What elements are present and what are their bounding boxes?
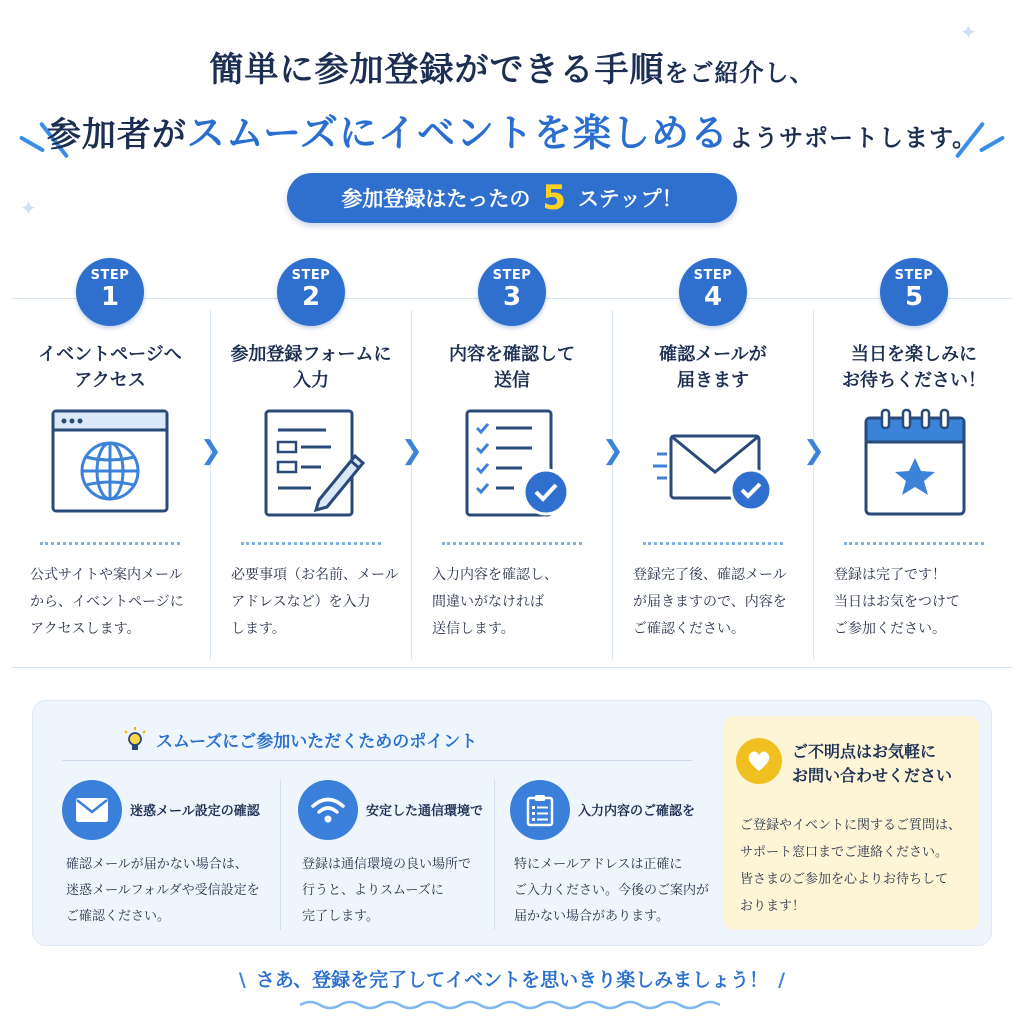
desc-line: アドレスなど）を入力 [231, 594, 371, 610]
mail-check-icon [653, 408, 773, 518]
step-description [30, 562, 200, 643]
step-title-line: 当日を楽しみに [851, 344, 977, 365]
contact-title-line: お問い合わせください [792, 766, 953, 785]
dotted-divider [40, 542, 180, 545]
step-badge-label: STEP [894, 268, 934, 283]
wave-decoration [300, 998, 720, 1012]
tip-heading: 安定した通信環境で [366, 804, 484, 819]
heart-shape [746, 749, 772, 773]
contact-title [792, 740, 952, 788]
step-title-line: 参加登録フォームに [230, 344, 392, 365]
banner-post-text: ステップ！ [578, 187, 683, 211]
step-title-line: 入力 [293, 370, 329, 391]
tip-item-input [510, 776, 710, 936]
headline-small-text: をご紹介し、 [664, 59, 815, 87]
step-badge-number: 1 [100, 282, 120, 312]
step-title-line: アクセス [74, 370, 146, 391]
desc-line: から、イベントページに [30, 594, 184, 610]
tip-line: 登録は通信環境の良い場所で [302, 857, 472, 872]
tip-line: 特にメールアドレスは正確に [514, 857, 683, 872]
desc-line: ご確認ください。 [633, 621, 745, 637]
step-title-line: 確認メールが [659, 344, 767, 365]
step-badge [880, 258, 948, 326]
tip-line: 確認メールが届かない場合は、 [66, 857, 248, 872]
tip-divider [280, 780, 281, 930]
step-title-line: お待ちください！ [842, 370, 986, 391]
chevron-right-icon: ❯ [602, 436, 624, 466]
headline-highlight-text: スムーズにイベントを楽しめる [186, 111, 730, 155]
desc-line: 必要事項（お名前、メール [231, 567, 399, 583]
step-title-line: 送信 [494, 370, 530, 391]
sparkle-decoration: ✦ [20, 196, 37, 220]
accent-slash: / [778, 969, 786, 991]
headline-small-text: ようサポートします。 [729, 124, 978, 152]
heart-icon [736, 738, 782, 784]
desc-line: 送信します。 [432, 621, 515, 637]
desc-line: 間違いがなければ [432, 594, 544, 610]
tip-line: ご入力ください。今後のご案内が [514, 883, 710, 898]
tip-line: 届かない場合があります。 [514, 909, 669, 924]
contact-line: おります！ [740, 899, 806, 914]
step-badge-number: 5 [904, 282, 924, 312]
chevron-right-icon: ❯ [200, 436, 222, 466]
step-badge-number: 4 [703, 282, 723, 312]
desc-line: 入力内容を確認し、 [432, 567, 558, 583]
desc-line: 登録は完了です！ [834, 567, 946, 583]
lightbulb-icon [122, 726, 148, 752]
sparkle-decoration: ✦ [960, 20, 977, 44]
tip-item-network [298, 776, 498, 936]
tip-icon-circle [510, 780, 570, 840]
tip-heading: 迷惑メール設定の確認 [130, 804, 260, 819]
step-title [10, 342, 210, 394]
step-badge [76, 258, 144, 326]
tip-line: 迷惑メールフォルダや受信設定を [66, 883, 260, 898]
tip-text [66, 852, 266, 930]
five-steps-banner [287, 173, 737, 223]
step-badge [478, 258, 546, 326]
step-badge [679, 258, 747, 326]
desc-line: 登録完了後、確認メール [633, 567, 787, 583]
desc-line: 当日はお気をつけて [834, 594, 960, 610]
tip-divider [494, 780, 495, 930]
closing-message [0, 965, 1024, 992]
desc-line: 公式サイトや案内メール [30, 567, 183, 583]
contact-line: ご登録やイベントに関するご質問は、 [740, 818, 962, 833]
tip-icon-circle [62, 780, 122, 840]
tip-item-spam [62, 776, 262, 936]
step-card-2 [211, 258, 411, 668]
headline-line-1 [0, 42, 1024, 91]
calendar-star-icon [854, 408, 974, 518]
headline-main-text: 簡単に参加登録ができる手順 [209, 50, 665, 90]
step-description [633, 562, 803, 643]
step-title [211, 342, 411, 394]
tip-line: 行うと、よりスムーズに [302, 883, 444, 898]
wifi-icon [310, 795, 346, 825]
tip-line: ご確認ください。 [66, 909, 171, 924]
tip-line: 完了します。 [302, 909, 379, 924]
form-pencil-icon [251, 408, 371, 518]
chevron-right-icon: ❯ [803, 436, 825, 466]
step-title-line: イベントページへ [38, 344, 182, 365]
checklist-icon [452, 408, 572, 518]
step-card-5 [814, 258, 1014, 668]
contact-panel [724, 716, 979, 930]
closing-text: さあ、登録を完了してイベントを思いきり楽しみましょう！ [255, 969, 769, 991]
dotted-divider [844, 542, 984, 545]
step-description [432, 562, 602, 643]
dotted-divider [442, 542, 582, 545]
desc-line: ご参加ください。 [834, 621, 946, 637]
step-title [412, 342, 612, 394]
step-badge-label: STEP [90, 268, 130, 283]
step-title-line: 届きます [677, 370, 749, 391]
step-badge-label: STEP [291, 268, 331, 283]
step-title [613, 342, 813, 394]
step-badge-number: 3 [502, 282, 522, 312]
tips-title-text: スムーズにご参加いただくためのポイント [156, 731, 478, 752]
tip-icon-circle [298, 780, 358, 840]
contact-line: 皆さまのご参加を心よりお待ちして [740, 872, 949, 887]
tip-heading: 入力内容のご確認を [578, 804, 696, 819]
desc-line: します。 [231, 621, 286, 637]
step-description [231, 562, 401, 643]
tips-divider [62, 760, 692, 761]
step-badge-number: 2 [301, 282, 321, 312]
step-card-1 [10, 258, 210, 668]
chevron-right-icon: ❯ [401, 436, 423, 466]
mail-icon [75, 797, 109, 823]
desc-line: が届きますので、内容を [633, 594, 787, 610]
step-card-3 [412, 258, 612, 668]
browser-globe-icon [50, 408, 170, 518]
step-badge [277, 258, 345, 326]
banner-number: 5 [542, 178, 567, 218]
step-title-line: 内容を確認して [449, 344, 575, 365]
banner-pre-text: 参加登録はたったの [341, 187, 531, 211]
step-card-4 [613, 258, 813, 668]
headline-line-2 [0, 102, 1024, 157]
accent-slash: \ [238, 969, 246, 991]
tips-heading [122, 726, 477, 752]
contact-line: サポート窓口までご連絡ください。 [740, 845, 949, 860]
step-badge-label: STEP [693, 268, 733, 283]
step-badge-label: STEP [492, 268, 532, 283]
dotted-divider [241, 542, 381, 545]
dotted-divider [643, 542, 783, 545]
headline-pre-text: 参加者が [46, 115, 187, 155]
step-description [834, 562, 1004, 643]
contact-title-line: ご不明点はお気軽に [792, 742, 937, 761]
contact-text [740, 812, 972, 920]
clipboard-icon [526, 793, 554, 827]
tip-text [514, 852, 714, 930]
desc-line: アクセスします。 [30, 621, 141, 637]
tip-text [302, 852, 502, 930]
step-title [814, 342, 1014, 394]
